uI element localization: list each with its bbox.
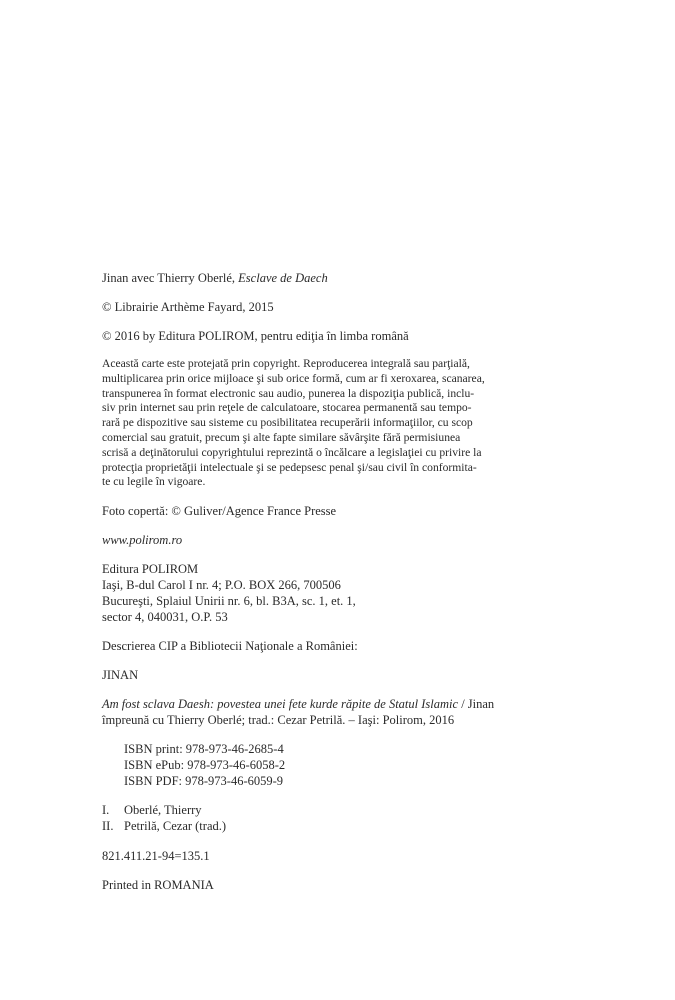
legal-notice-line: comercial sau gratuit, precum şi alte fapte similare săvârşite fără permisiunea	[102, 430, 461, 444]
website-text: www.polirom.ro	[102, 533, 183, 548]
publisher-block	[102, 561, 582, 625]
copyright-page	[102, 270, 582, 893]
contributors-block	[102, 802, 582, 834]
legal-notice-line: protecţia proprietăţii intelectuale şi se pedepsesc penal şi/sau civil în conformita-	[102, 460, 477, 474]
cip-title-italic: Am fost sclava Daesh: povestea unei fete kurde răpite de Statul Islamic	[102, 697, 459, 712]
publisher-name: Editura POLIROM	[102, 562, 199, 577]
legal-notice-line: scrisă a deţinătorului copyrightului reprezintă o încălcare a legislaţiei cu privire la	[102, 445, 482, 459]
copyright-romanian: © 2016 by Editura POLIROM, pentru ediţia în limba română	[102, 329, 409, 343]
website-link[interactable]	[102, 532, 582, 548]
isbn-block	[102, 741, 582, 789]
publisher-address-bucuresti: Bucureşti, Splaiul Unirii nr. 6, bl. B3A, sc. 1, et. 1,	[102, 594, 356, 609]
cip-title-block	[102, 696, 582, 728]
legal-notice-line: siv prin internet sau prin reţele de calculatoare, stocarea permanentă sau tempo-	[102, 401, 472, 415]
original-title: Esclave de Daech	[238, 271, 328, 285]
original-author: Jinan avec Thierry Oberlé,	[102, 271, 236, 285]
contributor-1-name: Oberlé, Thierry	[124, 803, 202, 818]
legal-notice-line: te cu legile în vigoare.	[102, 475, 206, 489]
copyright-original: © Librairie Arthème Fayard, 2015	[102, 300, 274, 314]
cover-photo-credit: Foto copertă: © Guliver/Agence France Presse	[102, 504, 337, 519]
contributor-2-number: II.	[102, 819, 114, 834]
contributor-2-name: Petrilă, Cezar (trad.)	[124, 819, 227, 834]
legal-notice-line: multiplicarea prin orice mijloace şi sub orice formă, cum ar fi xeroxarea, scanarea,	[102, 371, 485, 385]
legal-notice-line: Această carte este protejată prin copyright. Reproducerea integrală sau parţială,	[102, 357, 470, 370]
cip-title-rest: / Jinan	[458, 697, 495, 712]
isbn-epub: ISBN ePub: 978-973-46-6058-2	[124, 758, 286, 773]
contributor-2	[102, 818, 582, 834]
original-credit	[102, 270, 582, 286]
cip-title-line-1	[102, 696, 582, 712]
classification-code: 821.411.21-94=135.1	[102, 849, 210, 864]
legal-notice-line: rară pe dispozitive sau sisteme cu posibilitatea recuperării informaţiilor, cu scop	[102, 416, 473, 430]
legal-notice-line: transpunerea în format electronic sau audio, punerea la dispoziţia publică, inclu-	[102, 386, 475, 400]
publisher-address-sector: sector 4, 040031, O.P. 53	[102, 610, 228, 625]
cip-heading: Descrierea CIP a Bibliotecii Naţionale a României:	[102, 639, 358, 654]
contributor-1-number: I.	[102, 803, 110, 818]
publisher-address-iasi: Iaşi, B-dul Carol I nr. 4; P.O. BOX 266, 700506	[102, 578, 341, 593]
cip-author: JINAN	[102, 668, 139, 683]
legal-notice	[102, 357, 582, 490]
contributor-1	[102, 802, 582, 818]
cip-title-line-2: împreună cu Thierry Oberlé; trad.: Cezar Petrilă. – Iaşi: Polirom, 2016	[102, 713, 455, 728]
printed-in: Printed in ROMANIA	[102, 878, 214, 893]
isbn-pdf: ISBN PDF: 978-973-46-6059-9	[124, 774, 284, 789]
isbn-print: ISBN print: 978-973-46-2685-4	[124, 742, 284, 757]
